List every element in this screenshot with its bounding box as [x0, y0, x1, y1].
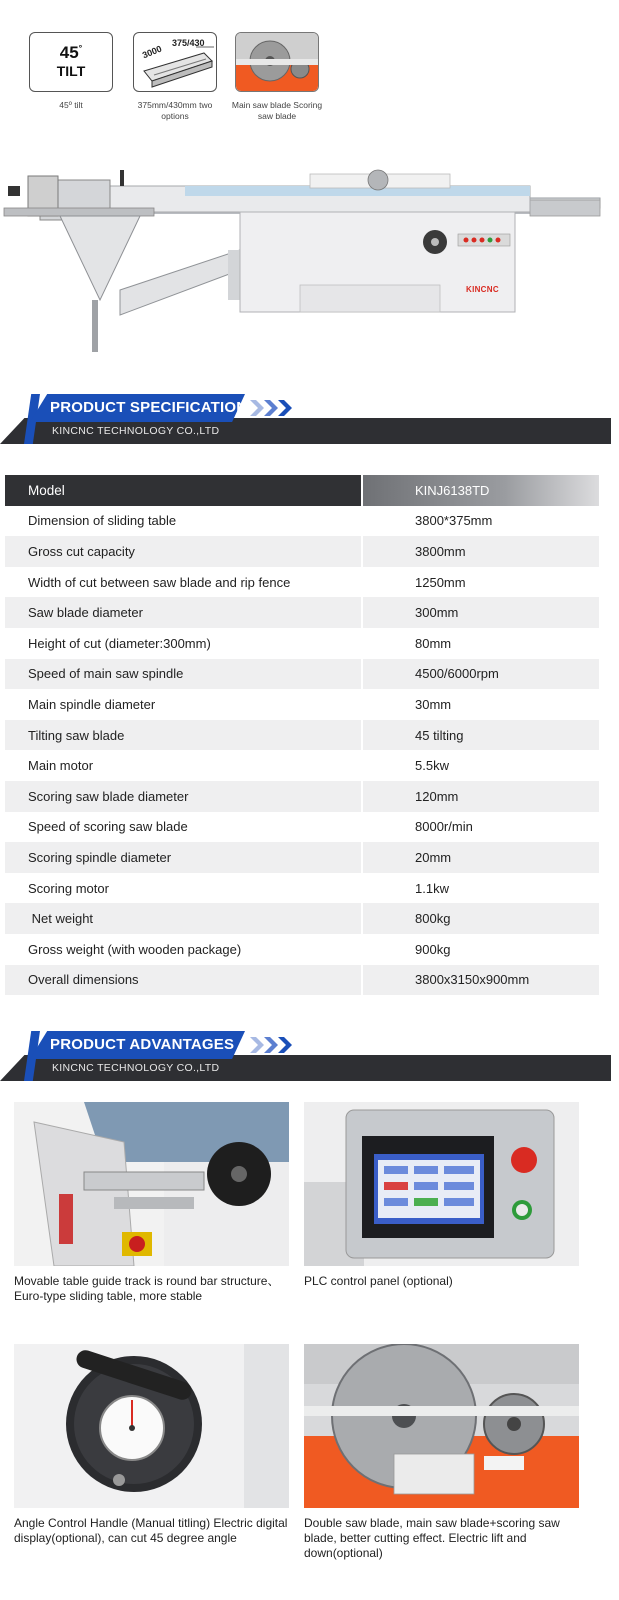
- tilt-word: TILT: [56, 63, 86, 79]
- spec-value: 1.1kw: [415, 880, 449, 896]
- advantage-caption: Double saw blade, main saw blade+scoring saw blade, better cutting effect. Electric lift and down(optional): [304, 1516, 560, 1560]
- spec-key: Height of cut (diameter:300mm): [28, 635, 211, 651]
- spec-key: Gross cut capacity: [5, 536, 361, 567]
- advantages-banner: [0, 1031, 619, 1085]
- feature-icons: [26, 32, 326, 132]
- advantage-plc-panel: [304, 1102, 579, 1289]
- angle-handle-photo: [14, 1344, 289, 1508]
- spec-value: 8000r/min: [415, 819, 473, 835]
- spec-table: [5, 475, 599, 995]
- spec-key: Tilting saw blade: [5, 720, 361, 751]
- spec-value: 800kg: [363, 903, 599, 934]
- advantage-caption: Movable table guide track is round bar structure、Euro-type sliding table, more stable: [14, 1274, 280, 1303]
- chevrons-right-icon: [250, 398, 300, 418]
- spec-banner: [0, 394, 619, 448]
- spec-key: Scoring saw blade diameter: [5, 781, 361, 812]
- sliding-table-saw: [0, 150, 619, 365]
- feature-blades: [232, 32, 322, 122]
- spec-key: Gross weight (with wooden package): [28, 941, 242, 957]
- table-row: [5, 903, 599, 934]
- spec-key: Scoring motor: [28, 880, 109, 896]
- table-row: [5, 812, 599, 843]
- spec-value: 20mm: [363, 842, 599, 873]
- spec-value: 3800x3150x900mm: [363, 965, 599, 996]
- width-label: 375/430: [172, 38, 205, 48]
- spec-value: 80mm: [415, 635, 452, 651]
- spec-header-row: [5, 475, 599, 506]
- spec-value: KINJ6138TD: [363, 475, 599, 506]
- table-row: [5, 659, 599, 690]
- table-row: [5, 567, 599, 598]
- table-row: [5, 965, 599, 996]
- company-name: KINCNC TECHNOLOGY CO.,LTD: [52, 425, 220, 437]
- spec-value: 5.5kw: [415, 758, 449, 774]
- spec-value: 30mm: [415, 696, 452, 712]
- spec-key: Net weight: [5, 903, 361, 934]
- spec-key: Main motor: [28, 758, 94, 774]
- spec-value: 120mm: [363, 781, 599, 812]
- machine-image: [0, 150, 619, 365]
- table-row: [5, 506, 599, 537]
- table-row: [5, 689, 599, 720]
- tilt-icon: 45° TILT: [29, 32, 113, 92]
- spec-key: Width of cut between saw blade and rip fence: [28, 574, 291, 590]
- tilt-number: 45: [59, 43, 79, 62]
- spec-key: Speed of scoring saw blade: [28, 819, 188, 835]
- table-row: [5, 628, 599, 659]
- spec-value: 3800*375mm: [415, 513, 493, 529]
- advantage-angle-handle: [14, 1344, 289, 1546]
- advantage-double-blade: [304, 1344, 579, 1561]
- guide-track-photo: [14, 1102, 289, 1266]
- table-row: [5, 934, 599, 965]
- advantage-caption: Angle Control Handle (Manual titling) Electric digital display(optional), can cut 45 degree angle: [14, 1516, 288, 1545]
- feature-caption: 45º tilt: [59, 100, 83, 110]
- table-row: [5, 597, 599, 628]
- double-blade-photo: [304, 1344, 579, 1508]
- table-row: [5, 720, 599, 751]
- feature-tilt: [26, 32, 116, 111]
- spec-value: 4500/6000rpm: [363, 659, 599, 690]
- spec-key: Scoring spindle diameter: [5, 842, 361, 873]
- spec-key: Dimension of sliding table: [28, 513, 177, 529]
- advantage-guide-track: [14, 1102, 289, 1304]
- length-label: 3000: [140, 43, 164, 61]
- feature-caption: 375mm/430mm two options: [137, 100, 213, 121]
- brand-label: KINCNC: [466, 285, 499, 294]
- plc-panel-photo: [304, 1102, 579, 1266]
- table-row: [5, 750, 599, 781]
- table-row: [5, 842, 599, 873]
- saw-blade-photo: [235, 32, 319, 92]
- table-row: [5, 873, 599, 904]
- spec-key: Overall dimensions: [5, 965, 361, 996]
- section-title: PRODUCT SPECIFICATION: [50, 399, 248, 416]
- spec-value: 45 tilting: [363, 720, 599, 751]
- feature-caption: Main saw blade Scoring saw blade: [231, 100, 323, 121]
- spec-key: Main spindle diameter: [28, 696, 156, 712]
- spec-value: 3800mm: [363, 536, 599, 567]
- table-row: [5, 781, 599, 812]
- advantage-caption: PLC control panel (optional): [304, 1274, 453, 1288]
- spec-value: 300mm: [363, 597, 599, 628]
- chevrons-right-icon: [250, 1035, 300, 1055]
- spec-key: Speed of main saw spindle: [5, 659, 361, 690]
- spec-value: 1250mm: [415, 574, 466, 590]
- sliding-table-icon: [133, 32, 217, 92]
- spec-key: Model: [5, 475, 361, 506]
- spec-value: 900kg: [415, 941, 451, 957]
- table-row: [5, 536, 599, 567]
- feature-table-size: [130, 32, 220, 122]
- section-title: PRODUCT ADVANTAGES: [50, 1036, 235, 1053]
- company-name: KINCNC TECHNOLOGY CO.,LTD: [52, 1062, 220, 1074]
- spec-key: Saw blade diameter: [5, 597, 361, 628]
